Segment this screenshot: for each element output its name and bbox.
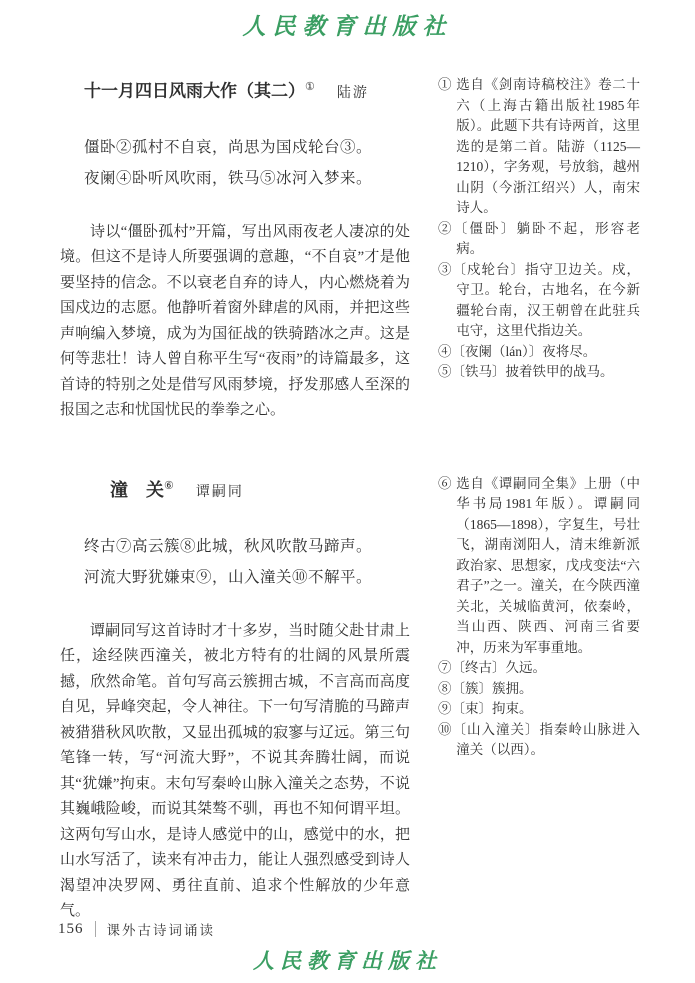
note-1: ① 选自《剑南诗稿校注》卷二十六（上海古籍出版社1985年版）。此题下共有诗两首，这里选的是第二首。陆游（1125—1210），字务观，号放翁，越州山阴（今浙江绍兴）人，南宋诗人。 xyxy=(438,77,640,215)
page-content xyxy=(60,75,640,925)
poem1-commentary: 诗以“僵卧孤村”开篇，写出风雨夜老人凄凉的处境。但这不是诗人所要强调的意趣，“不自哀”才是他要坚持的信念。不以衰老自弃的诗人，内心燃烧着为国戍边的志愿。他静听着窗外肆虐的风雨，并把这些声响编入梦境，成为为国征战的铁骑踏冰之声。这是何等悲壮！诗人曾自称平生写“夜雨”的诗篇最多，这首诗的特别之处是借写风雨梦境，抒发那感人至深的报国之志和忧国忧民的拳拳之心。 xyxy=(60,223,410,419)
poem2-body xyxy=(84,531,410,593)
page-number: 156 xyxy=(58,920,84,937)
publisher-logo-top: 人民教育出版社 xyxy=(242,14,453,39)
poem1-title-text: 十一月四日风雨大作（其二） xyxy=(84,81,305,101)
poem1-body xyxy=(84,132,410,194)
note-8: ⑧〔簇〕簇拥。 xyxy=(438,680,533,696)
note-10: ⑩〔山入潼关〕指秦岭山脉进入潼关（以西）。 xyxy=(438,721,640,758)
poem1-title-note-ref: ① xyxy=(305,81,315,93)
poem2-author: 谭嗣同 xyxy=(195,484,244,500)
publisher-logo-bottom: 人民教育出版社 xyxy=(253,949,442,973)
poem1-author: 陆游 xyxy=(336,85,369,101)
poem2-title xyxy=(110,474,410,505)
poem2-commentary: 谭嗣同写这首诗时才十多岁，当时随父赴甘肃上任，途经陕西潼关，被北方特有的壮阔的风景所震撼，欣然命笔。首句写高云簇拥古城，不言高而高度自见，异峰突起，令人神往。下一句写清脆的马蹄声被猎猎秋风吹散，又显出孤城的寂寥与辽远。第三句笔锋一转，写“河流大野”，不说其奔腾壮阔，而说其“犹嫌”拘束。末句写秦岭山脉入潼关之态势，不说其巍峨险峻，而说其桀骜不驯，再也不知何谓平坦。这两句写山水，是诗人感觉中的山，感觉中的水，把山水写活了，读来有冲击力，能让人强烈感受到诗人渴望冲决罗网、勇往直前、追求个性解放的少年意气。 xyxy=(60,622,410,920)
note-6: ⑥ 选自《谭嗣同全集》上册（中华书局1981年版）。谭嗣同（1865—1898），字复生，号壮飞，湖南浏阳人，清末维新派政治家、思想家，戊戌变法“六君子”之一。潼关，在今陕西潼关北，关城临黄河，依秦岭，当山西、陕西、河南三省要冲，历来为军事重地。 xyxy=(438,475,640,655)
poem1-line-1: 僵卧②孤村不自哀，尚思为国戍轮台③。 xyxy=(84,138,373,156)
footer-section-title: 课外古诗词诵读 xyxy=(106,923,215,938)
poem2-title-text: 潼 关 xyxy=(110,479,164,500)
page-footer xyxy=(58,919,215,939)
note-7: ⑦〔终古〕久远。 xyxy=(438,660,546,676)
poem1-title xyxy=(84,75,410,106)
poem2-row xyxy=(60,474,640,925)
footer-divider xyxy=(95,921,96,937)
poem2-title-note-ref: ⑥ xyxy=(164,479,174,492)
note-9: ⑨〔束〕拘束。 xyxy=(438,701,533,717)
poem1-row xyxy=(60,75,640,424)
poem2-notes xyxy=(438,474,640,761)
note-3: ③〔戍轮台〕指守卫边关。戍，守卫。轮台，古地名，在今新疆轮台南，汉王朝曾在此驻兵屯守，这里代指边关。 xyxy=(438,261,640,338)
poem1-notes xyxy=(438,75,640,383)
poem2-section xyxy=(60,474,410,925)
poem2-line-1: 终古⑦高云簇⑧此城，秋风吹散马蹄声。 xyxy=(84,537,373,555)
poem1-section xyxy=(60,75,410,424)
note-5: ⑤〔铁马〕披着铁甲的战马。 xyxy=(438,364,614,379)
note-4: ④〔夜阑（lán）〕夜将尽。 xyxy=(438,343,597,359)
note-2: ②〔僵卧〕躺卧不起，形容老病。 xyxy=(438,220,640,256)
poem1-line-2: 夜阑④卧听风吹雨，铁马⑤冰河入梦来。 xyxy=(84,169,373,187)
poem2-line-2: 河流大野犹嫌束⑨，山入潼关⑩不解平。 xyxy=(84,568,373,586)
